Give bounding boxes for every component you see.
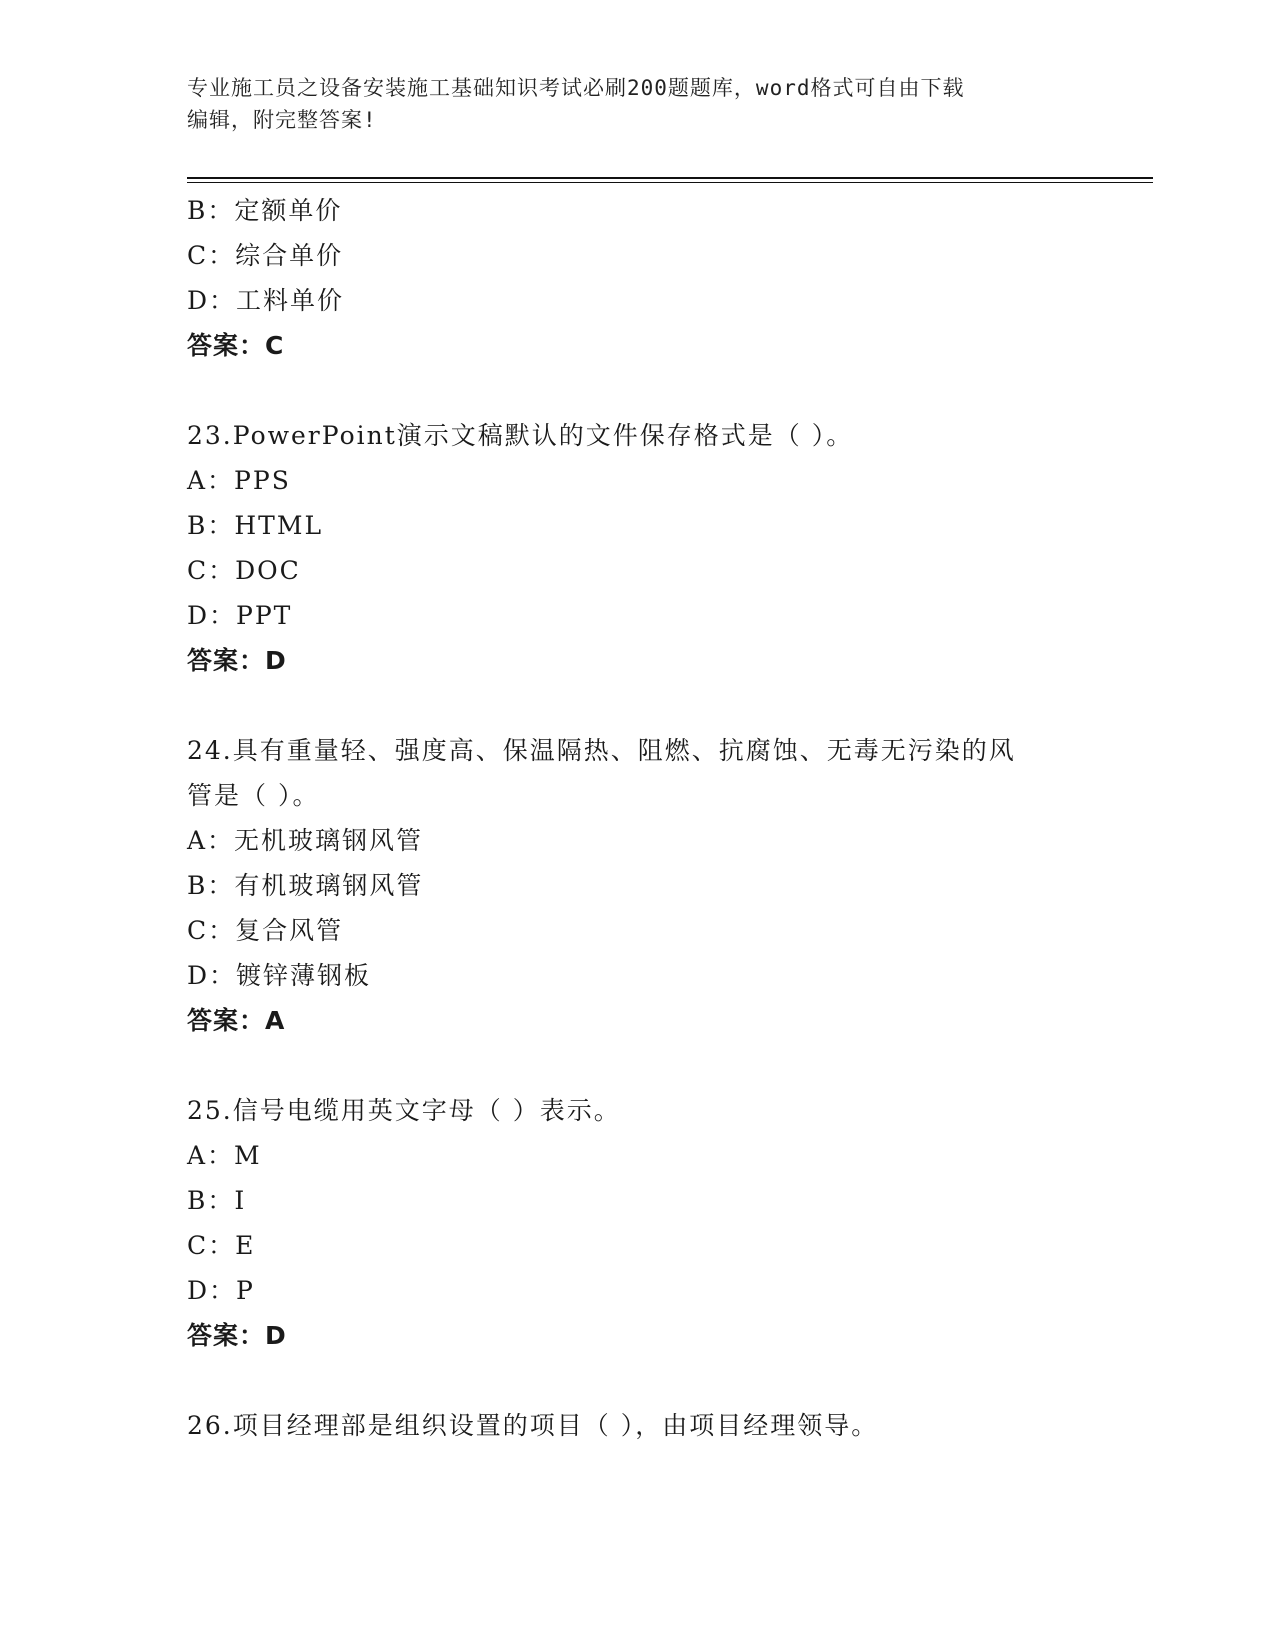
document-header — [187, 72, 1087, 136]
question-22 — [187, 188, 1087, 368]
option-d: D：PPT — [187, 601, 293, 630]
option-c: C：DOC — [187, 556, 301, 585]
question-stem-line-1: 24.具有重量轻、强度高、保温隔热、阻燃、抗腐蚀、无毒无污染的风 — [187, 736, 1016, 765]
question-stem: 26.项目经理部是组织设置的项目（ ），由项目经理领导。 — [187, 1411, 879, 1440]
question-list — [187, 188, 1087, 1448]
spacer — [187, 683, 1087, 728]
option-d: D：工料单价 — [187, 286, 345, 315]
question-25 — [187, 1088, 1087, 1358]
spacer — [187, 368, 1087, 413]
question-26 — [187, 1403, 1087, 1448]
answer-line: 答案：D — [187, 1321, 287, 1350]
option-c: C：复合风管 — [187, 916, 344, 945]
option-c: C：综合单价 — [187, 241, 344, 270]
option-c: C：E — [187, 1231, 256, 1260]
header-divider-thin — [187, 182, 1153, 183]
header-divider-thick — [187, 177, 1153, 179]
question-stem: 23.PowerPoint演示文稿默认的文件保存格式是（ ）。 — [187, 421, 854, 450]
question-stem: 25.信号电缆用英文字母（ ）表示。 — [187, 1096, 621, 1125]
header-title-line-1: 专业施工员之设备安装施工基础知识考试必刷200题题库，word格式可自由下载 — [187, 76, 965, 100]
answer-line: 答案：D — [187, 646, 287, 675]
question-24 — [187, 728, 1087, 1043]
answer-line: 答案：A — [187, 1006, 286, 1035]
question-stem-line-2: 管是（ ）。 — [187, 781, 320, 810]
spacer — [187, 1043, 1087, 1088]
option-a: A：无机玻璃钢风管 — [187, 826, 424, 855]
question-23 — [187, 413, 1087, 683]
option-b: B：定额单价 — [187, 196, 343, 225]
option-b: B：I — [187, 1186, 247, 1215]
option-d: D：镀锌薄钢板 — [187, 961, 372, 990]
header-title-line-2: 编辑，附完整答案! — [187, 108, 377, 132]
option-d: D：P — [187, 1276, 255, 1305]
option-a: A：M — [187, 1141, 262, 1170]
option-b: B：有机玻璃钢风管 — [187, 871, 424, 900]
option-b: B：HTML — [187, 511, 324, 540]
answer-line: 答案：C — [187, 331, 285, 360]
spacer — [187, 1358, 1087, 1403]
option-a: A：PPS — [187, 466, 291, 495]
